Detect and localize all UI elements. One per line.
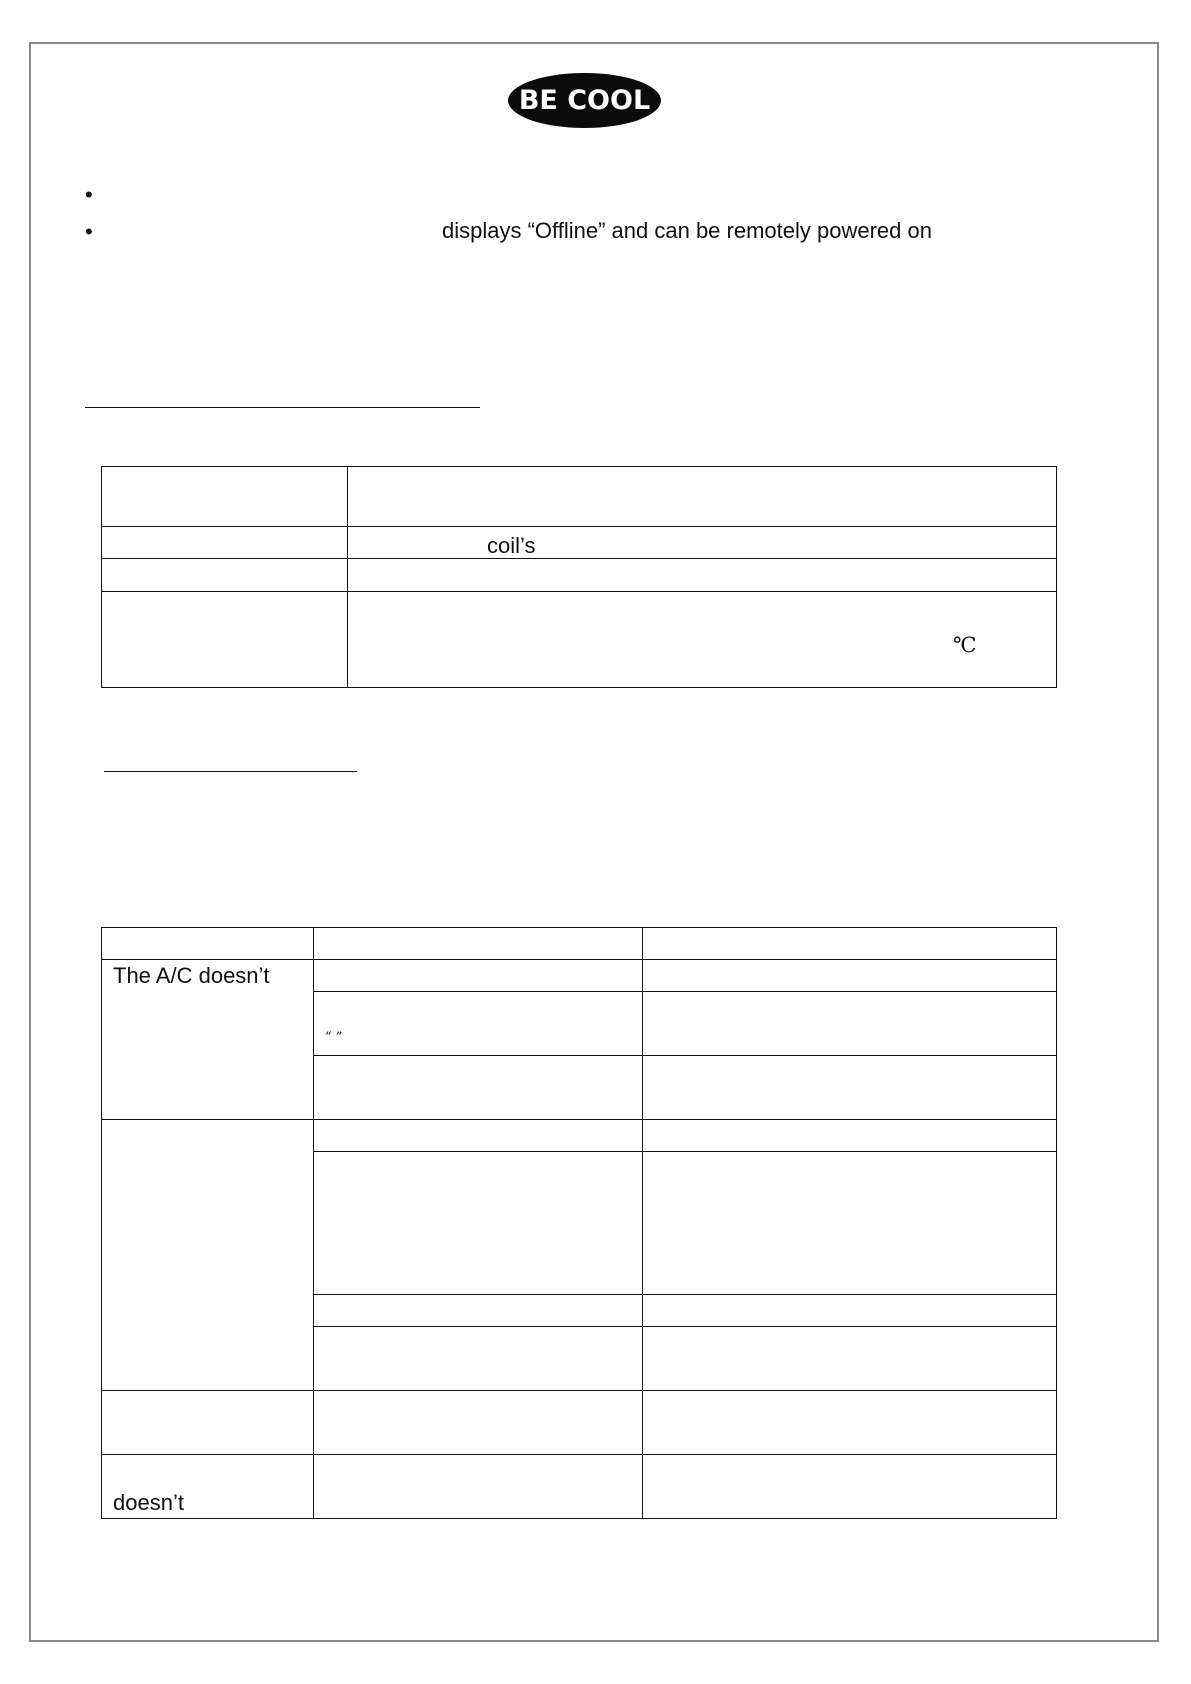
spec-label-cell — [102, 467, 348, 527]
cause-cell — [314, 992, 643, 1056]
solution-cell — [643, 1295, 1057, 1327]
cause-cell — [314, 1455, 643, 1519]
solution-cell — [643, 1391, 1057, 1455]
problem-text: The A/C doesn’t — [113, 963, 270, 988]
problem-cell — [102, 960, 314, 1120]
spec-table — [101, 466, 1057, 688]
coil-text: coil’s — [487, 533, 536, 558]
solution-cell — [643, 1120, 1057, 1152]
problem-cell — [102, 1391, 314, 1455]
celsius-symbol: ℃ — [953, 633, 977, 657]
header-problem-cell — [102, 928, 314, 960]
cause-cell — [314, 960, 643, 992]
spec-label-cell — [102, 592, 348, 688]
problem-text: doesn’t — [113, 1490, 184, 1515]
cause-cell — [314, 1152, 643, 1295]
spec-row — [102, 467, 1057, 527]
cause-cell — [314, 1327, 643, 1391]
table-header-row — [102, 928, 1057, 960]
spec-value-cell — [348, 467, 1057, 527]
cause-cell — [314, 1056, 643, 1120]
table-row — [102, 1120, 1057, 1152]
table-row — [102, 1455, 1057, 1519]
problem-cell — [102, 1455, 314, 1519]
problem-cell — [102, 1120, 314, 1391]
spec-label-cell — [102, 559, 348, 592]
spec-row — [102, 527, 1057, 559]
cause-cell — [314, 1391, 643, 1455]
troubleshooting-table — [101, 927, 1057, 1519]
section-heading-underline — [85, 407, 480, 408]
solution-cell — [643, 1152, 1057, 1295]
solution-cell — [643, 1327, 1057, 1391]
header-solution-cell — [643, 928, 1057, 960]
spec-value-cell — [348, 592, 1057, 688]
spec-row — [102, 559, 1057, 592]
bullet-text-2: displays “Offline” and can be remotely powered on — [442, 218, 932, 243]
table-row — [102, 1391, 1057, 1455]
spec-row — [102, 592, 1057, 688]
quotes-text: “ ” — [325, 1030, 343, 1045]
section-heading-underline — [104, 771, 357, 772]
table-row — [102, 960, 1057, 992]
solution-cell — [643, 1455, 1057, 1519]
solution-cell — [643, 1056, 1057, 1120]
spec-label-cell — [102, 527, 348, 559]
spec-value-cell — [348, 559, 1057, 592]
be-cool-logo — [508, 73, 661, 128]
logo-text: BE COOL — [518, 85, 651, 116]
cause-cell — [314, 1295, 643, 1327]
solution-cell — [643, 960, 1057, 992]
cause-cell — [314, 1120, 643, 1152]
bullet-icon: • — [85, 182, 93, 207]
bullet-icon: • — [85, 219, 93, 244]
solution-cell — [643, 992, 1057, 1056]
spec-value-cell — [348, 527, 1057, 559]
header-cause-cell — [314, 928, 643, 960]
